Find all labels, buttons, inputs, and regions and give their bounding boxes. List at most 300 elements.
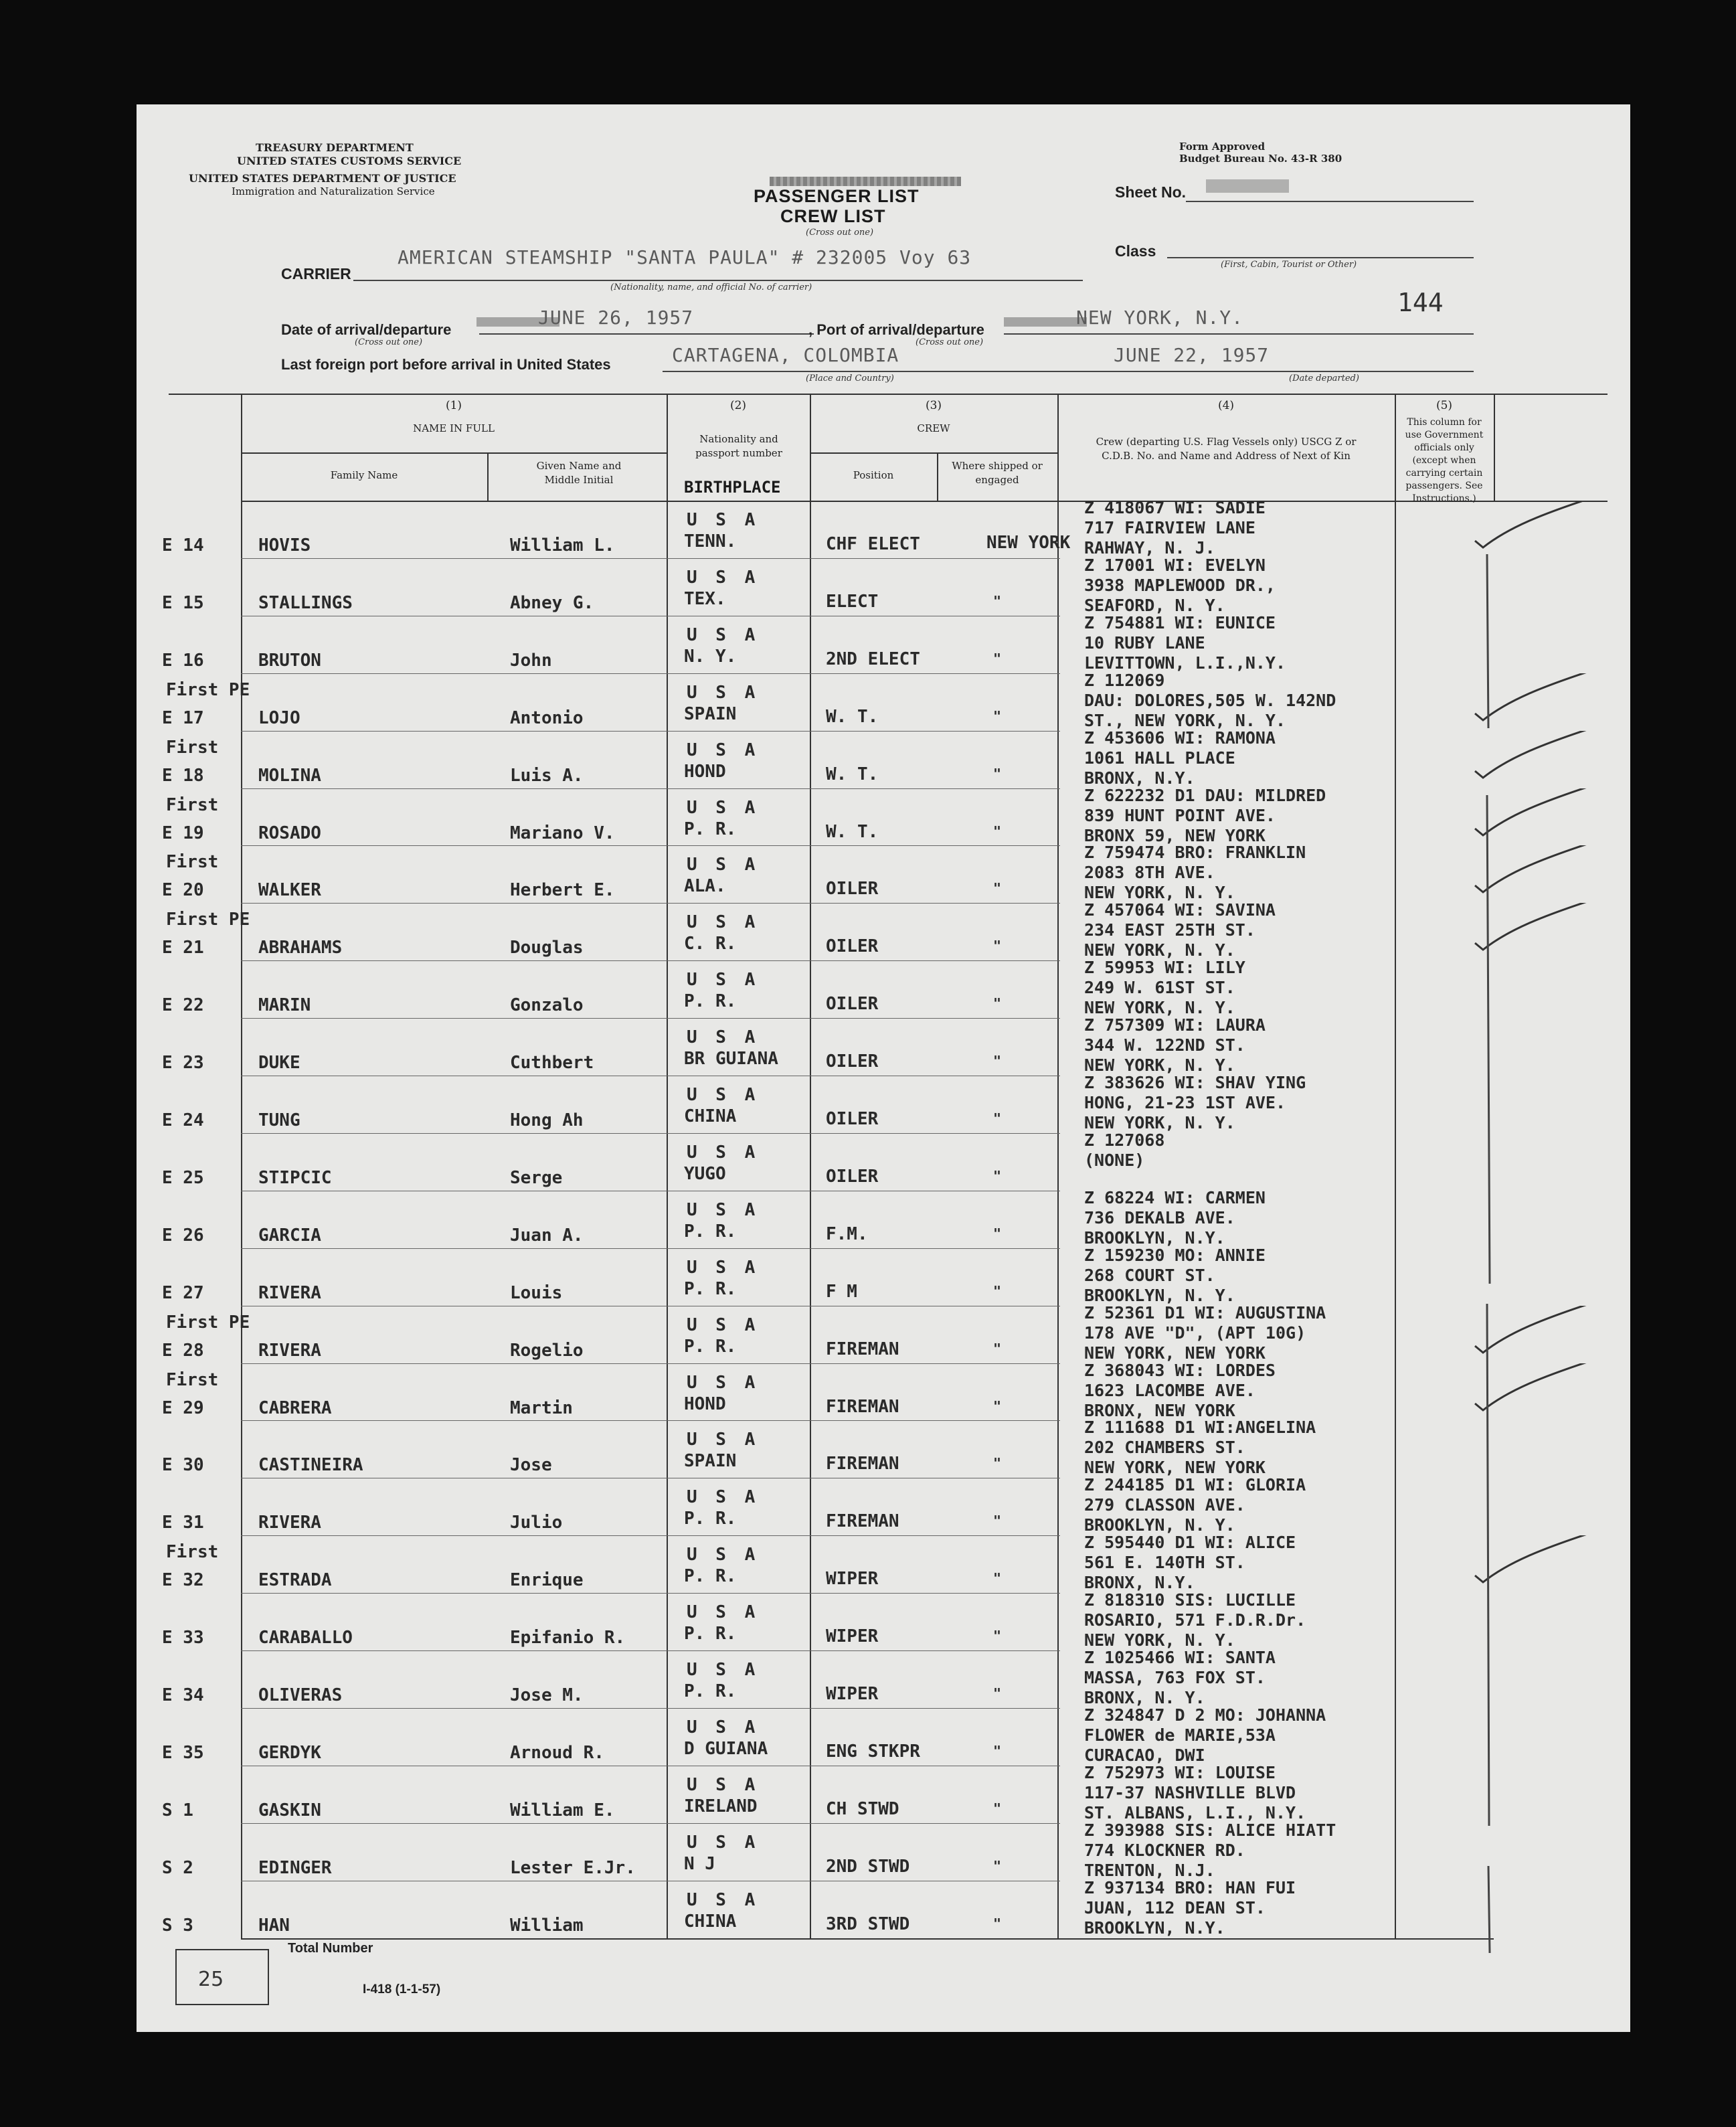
next-of-kin-line-2: 249 W. 61ST ST. xyxy=(1084,978,1235,997)
given-name: Arnoud R. xyxy=(510,1743,604,1763)
birthplace: D GUIANA xyxy=(684,1739,768,1759)
next-of-kin-line-2: 279 CLASSON AVE. xyxy=(1084,1495,1245,1515)
total-label: Total Number xyxy=(288,1941,373,1956)
next-of-kin-line-2: 736 DEKALB AVE. xyxy=(1084,1208,1235,1227)
line-number: E 26 xyxy=(162,1225,204,1246)
line-number: E 23 xyxy=(162,1053,204,1073)
nationality: U S A xyxy=(687,1085,760,1105)
crew-position: WIPER xyxy=(826,1684,879,1704)
crew-position: OILER xyxy=(826,936,879,956)
where-shipped: " xyxy=(993,1628,1002,1644)
birthplace: N. Y. xyxy=(684,647,737,667)
next-of-kin-line-2: ROSARIO, 571 F.D.R.Dr. xyxy=(1084,1610,1306,1630)
line-number: E 27 xyxy=(162,1283,204,1303)
crew-position: OILER xyxy=(826,879,879,899)
line-number: E 14 xyxy=(162,535,204,556)
next-of-kin-line-2: FLOWER de MARIE,53A xyxy=(1084,1725,1276,1745)
next-of-kin-line-3: BRONX, N.Y. xyxy=(1084,1573,1195,1592)
crew-position: OILER xyxy=(826,1109,879,1129)
row-rule xyxy=(241,1018,1060,1019)
date-field-line xyxy=(479,333,814,335)
next-of-kin-line-1: Z 368043 WI: LORDES xyxy=(1084,1361,1276,1380)
given-name: Louis xyxy=(510,1283,563,1303)
birthplace: P. R. xyxy=(684,1509,737,1529)
last-port-field-line xyxy=(663,371,1474,372)
nationality: U S A xyxy=(687,1545,760,1565)
crew-row xyxy=(137,1363,1630,1421)
family-name: MOLINA xyxy=(258,766,321,786)
given-name: Jose M. xyxy=(510,1685,584,1705)
given-name: Antonio xyxy=(510,708,584,728)
class-field-line xyxy=(1167,257,1474,258)
next-of-kin-line-2: MASSA, 763 FOX ST. xyxy=(1084,1668,1266,1687)
first-class-mark: First PE xyxy=(166,680,250,700)
next-of-kin-line-3: BRONX, N.Y. xyxy=(1084,768,1195,788)
crew-row xyxy=(137,613,1630,673)
family-name: MARIN xyxy=(258,995,311,1015)
next-of-kin-line-1: Z 418067 WI: SADIE xyxy=(1084,498,1266,517)
given-name: Rogelio xyxy=(510,1341,584,1361)
next-of-kin-line-3: NEW YORK, N. Y. xyxy=(1084,998,1235,1017)
next-of-kin-line-1: Z 759474 BRO: FRANKLIN xyxy=(1084,843,1306,862)
next-of-kin-line-1: Z 757309 WI: LAURA xyxy=(1084,1015,1266,1035)
birthplace: IRELAND xyxy=(684,1796,758,1816)
row-rule xyxy=(241,1363,1060,1364)
where-shipped: " xyxy=(993,708,1002,724)
nationality: U S A xyxy=(687,970,760,990)
row-rule xyxy=(241,1650,1060,1651)
crew-row xyxy=(137,728,1630,788)
crew-row xyxy=(137,1248,1630,1306)
next-of-kin-line-2: 344 W. 122ND ST. xyxy=(1084,1035,1245,1055)
nationality: U S A xyxy=(687,912,760,932)
given-name: Hong Ah xyxy=(510,1110,584,1130)
next-of-kin-line-3: BRONX, N. Y. xyxy=(1084,1688,1205,1707)
crew-position: 2ND STWD xyxy=(826,1857,910,1877)
next-of-kin-line-1: Z 818310 SIS: LUCILLE xyxy=(1084,1590,1296,1610)
nationality: U S A xyxy=(687,855,760,875)
where-shipped: " xyxy=(993,1225,1002,1242)
crew-position: F.M. xyxy=(826,1224,868,1244)
carrier-label: CARRIER xyxy=(281,265,351,282)
given-name: Jose xyxy=(510,1455,552,1475)
crew-position: CHF ELECT xyxy=(826,534,920,554)
departed-value: JUNE 22, 1957 xyxy=(1114,344,1270,366)
row-rule xyxy=(241,731,1060,732)
carrier-field-line xyxy=(353,280,1083,281)
col-rule-family xyxy=(487,452,489,501)
crew-position: FIREMAN xyxy=(826,1511,899,1531)
next-of-kin-line-3: NEW YORK, N. Y. xyxy=(1084,940,1235,960)
birthplace: HOND xyxy=(684,1394,726,1414)
port-caption: (Cross out one) xyxy=(916,337,984,347)
crew-position: OILER xyxy=(826,1167,879,1187)
birthplace: CHINA xyxy=(684,1911,737,1932)
birthplace: N J xyxy=(684,1854,715,1874)
next-of-kin-line-1: Z 112069 xyxy=(1084,671,1165,690)
sheet-stamp xyxy=(1206,179,1289,193)
crew-position: WIPER xyxy=(826,1569,879,1589)
dept-line-1: TREASURY DEPARTMENT xyxy=(256,141,414,154)
total-value: 25 xyxy=(198,1968,224,1991)
col1-family-header: Family Name xyxy=(330,469,398,481)
nationality: U S A xyxy=(687,568,760,588)
form-approved: Form Approved xyxy=(1179,141,1266,153)
class-caption: (First, Cabin, Tourist or Other) xyxy=(1221,260,1357,270)
col5-title: This column for use Government officials only (except when carrying certain passengers. See Instructions.) xyxy=(1405,417,1484,504)
nationality: U S A xyxy=(687,1142,760,1163)
given-name: Epifanio R. xyxy=(510,1628,626,1648)
crew-row xyxy=(137,1705,1630,1766)
given-name: Martin xyxy=(510,1398,573,1418)
crew-row xyxy=(137,960,1630,1018)
next-of-kin-line-3: BROOKLYN, N. Y. xyxy=(1084,1515,1235,1535)
crew-row xyxy=(137,558,1630,616)
family-name: DUKE xyxy=(258,1053,300,1073)
crew-row xyxy=(137,1878,1630,1938)
next-of-kin-line-2: 202 CHAMBERS ST. xyxy=(1084,1438,1245,1457)
birthplace: P. R. xyxy=(684,991,737,1011)
budget-bureau: Budget Bureau No. 43-R 380 xyxy=(1179,153,1342,165)
line-number: E 24 xyxy=(162,1110,204,1130)
crew-row xyxy=(137,1130,1630,1191)
crew-position: F M xyxy=(826,1282,857,1302)
next-of-kin-line-2: 10 RUBY LANE xyxy=(1084,633,1205,653)
name-subheader-rule xyxy=(241,452,667,454)
family-name: WALKER xyxy=(258,880,321,900)
family-name: ESTRADA xyxy=(258,1570,332,1590)
next-of-kin-line-1: Z 17001 WI: EVELYN xyxy=(1084,556,1266,575)
where-shipped: " xyxy=(993,1283,1002,1299)
col5-number: (5) xyxy=(1436,399,1453,412)
next-of-kin-line-2: JUAN, 112 DEAN ST. xyxy=(1084,1898,1266,1918)
next-of-kin-line-3: LEVITTOWN, L.I.,N.Y. xyxy=(1084,653,1286,673)
where-shipped: " xyxy=(993,1858,1002,1874)
birthplace: C. R. xyxy=(684,934,737,954)
nationality: U S A xyxy=(687,1373,760,1393)
where-shipped: " xyxy=(993,1685,1002,1701)
next-of-kin-line-1: Z 52361 D1 WI: AUGUSTINA xyxy=(1084,1303,1326,1323)
family-name: CASTINEIRA xyxy=(258,1455,363,1475)
nationality: U S A xyxy=(687,1315,760,1335)
next-of-kin-line-2: 1061 HALL PLACE xyxy=(1084,748,1235,768)
crew-row xyxy=(137,1820,1630,1881)
next-of-kin-line-3: BRONX, NEW YORK xyxy=(1084,1401,1235,1420)
line-number: E 30 xyxy=(162,1455,204,1475)
line-number: E 20 xyxy=(162,880,204,900)
port-label: , Port of arrival/departure xyxy=(808,321,984,338)
crew-row xyxy=(137,1303,1630,1363)
next-of-kin-line-1: Z 595440 D1 WI: ALICE xyxy=(1084,1533,1296,1552)
birthplace: TENN. xyxy=(684,531,737,551)
family-name: ROSADO xyxy=(258,823,321,843)
departed-caption: (Date departed) xyxy=(1289,373,1359,384)
line-number: E 18 xyxy=(162,766,204,786)
row-rule xyxy=(241,1708,1060,1709)
crew-row xyxy=(137,1073,1630,1133)
next-of-kin-line-3: BROOKLYN, N.Y. xyxy=(1084,1228,1225,1248)
line-number: E 17 xyxy=(162,708,204,728)
row-rule xyxy=(241,1535,1060,1536)
carrier-caption: (Nationality, name, and official No. of carrier) xyxy=(610,282,812,292)
line-number: E 16 xyxy=(162,651,204,671)
family-name: HOVIS xyxy=(258,535,311,556)
where-shipped: " xyxy=(993,651,1002,667)
next-of-kin-line-2: 774 KLOCKNER RD. xyxy=(1084,1841,1245,1860)
nationality: U S A xyxy=(687,798,760,818)
crew-position: ENG STKPR xyxy=(826,1741,920,1762)
title-passenger-list: PASSENGER LIST xyxy=(754,186,920,206)
next-of-kin-line-1: Z 754881 WI: EUNICE xyxy=(1084,613,1276,632)
nationality: U S A xyxy=(687,683,760,703)
row-rule xyxy=(241,1823,1060,1824)
row-rule xyxy=(241,1420,1060,1421)
next-of-kin-line-1: Z 622232 D1 DAU: MILDRED xyxy=(1084,786,1326,805)
nationality: U S A xyxy=(687,1602,760,1622)
row-rule xyxy=(241,558,1060,559)
where-shipped: " xyxy=(993,1168,1002,1184)
nationality: U S A xyxy=(687,1430,760,1450)
crew-row xyxy=(137,1475,1630,1535)
sheet-label: Sheet No. xyxy=(1115,183,1187,201)
birthplace: TEX. xyxy=(684,589,726,609)
crew-position: FIREMAN xyxy=(826,1397,899,1417)
row-rule xyxy=(241,788,1060,789)
given-name: Luis A. xyxy=(510,766,584,786)
line-number: E 34 xyxy=(162,1685,204,1705)
birthplace: P. R. xyxy=(684,1279,737,1299)
birthplace: P. R. xyxy=(684,1566,737,1586)
next-of-kin-line-3: BROOKLYN, N.Y. xyxy=(1084,1918,1225,1938)
given-name: William L. xyxy=(510,535,615,556)
crew-row xyxy=(137,1590,1630,1650)
first-class-mark: First PE xyxy=(166,1312,250,1333)
family-name: GERDYK xyxy=(258,1743,321,1763)
next-of-kin-line-1: Z 1025466 WI: SANTA xyxy=(1084,1648,1276,1667)
birthplace: HOND xyxy=(684,762,726,782)
birthplace: SPAIN xyxy=(684,704,737,724)
crew-row xyxy=(137,1420,1630,1478)
given-name: Douglas xyxy=(510,938,584,958)
where-shipped: " xyxy=(993,880,1002,896)
next-of-kin-line-2: DAU: DOLORES,505 W. 142ND xyxy=(1084,691,1336,710)
next-of-kin-line-3: CURACAO, DWI xyxy=(1084,1746,1205,1765)
next-of-kin-line-1: Z 159230 MO: ANNIE xyxy=(1084,1246,1266,1265)
nationality: U S A xyxy=(687,1660,760,1680)
crew-position: OILER xyxy=(826,1051,879,1072)
crew-position: FIREMAN xyxy=(826,1339,899,1359)
col3-number: (3) xyxy=(925,399,942,412)
title-cross-out: (Cross out one) xyxy=(806,228,874,238)
next-of-kin-line-3: ST., NEW YORK, N. Y. xyxy=(1084,711,1286,730)
line-number: E 28 xyxy=(162,1341,204,1361)
next-of-kin-line-3: RAHWAY, N. J. xyxy=(1084,538,1215,558)
nationality: U S A xyxy=(687,625,760,645)
date-value: JUNE 26, 1957 xyxy=(538,307,694,329)
where-shipped: " xyxy=(993,1916,1002,1932)
col1-number: (1) xyxy=(445,399,462,412)
given-name: Herbert E. xyxy=(510,880,615,900)
col2-title: Nationality and passport number xyxy=(695,433,782,459)
line-number: S 2 xyxy=(162,1858,193,1878)
class-label: Class xyxy=(1115,242,1156,260)
col1-given-header: Given Name and Middle Initial xyxy=(536,460,622,486)
birthplace: SPAIN xyxy=(684,1451,737,1471)
crew-position: FIREMAN xyxy=(826,1454,899,1474)
last-port-label: Last foreign port before arrival in United States xyxy=(281,356,611,373)
next-of-kin-line-2: 1623 LACOMBE AVE. xyxy=(1084,1381,1255,1400)
nationality: U S A xyxy=(687,1717,760,1737)
birthplace-stamp: BIRTHPLACE xyxy=(684,478,781,497)
crew-position: WIPER xyxy=(826,1626,879,1646)
nationality: U S A xyxy=(687,1775,760,1795)
crew-row xyxy=(137,1188,1630,1248)
line-number: E 19 xyxy=(162,823,204,843)
nationality: U S A xyxy=(687,1258,760,1278)
next-of-kin-line-2: HONG, 21-23 1ST AVE. xyxy=(1084,1093,1286,1112)
given-name: Cuthbert xyxy=(510,1053,594,1073)
col4-title: Crew (departing U.S. Flag Vessels only) USCG Z or C.D.B. No. and Name and Address of Next of Kin xyxy=(1096,436,1357,462)
next-of-kin-line-1: Z 752973 WI: LOUISE xyxy=(1084,1763,1276,1782)
birthplace: P. R. xyxy=(684,819,737,839)
family-name: LOJO xyxy=(258,708,300,728)
col2-number: (2) xyxy=(729,399,747,412)
crew-row xyxy=(137,1535,1630,1593)
crew-position: W. T. xyxy=(826,707,879,727)
next-of-kin-line-3: NEW YORK, N. Y. xyxy=(1084,1113,1235,1132)
nationality: U S A xyxy=(687,1487,760,1507)
line-number: E 35 xyxy=(162,1743,204,1763)
family-name: GASKIN xyxy=(258,1800,321,1820)
nationality: U S A xyxy=(687,1890,760,1910)
given-name: Serge xyxy=(510,1168,563,1188)
crew-list-form xyxy=(137,104,1630,2032)
col3-position-header: Position xyxy=(853,469,894,481)
line-number: E 15 xyxy=(162,593,204,613)
col-rule-right xyxy=(1494,394,1495,501)
crew-row xyxy=(137,673,1630,731)
given-name: John xyxy=(510,651,552,671)
next-of-kin-line-3: BRONX 59, NEW YORK xyxy=(1084,826,1266,845)
first-class-mark: First xyxy=(166,738,219,758)
crew-subheader-rule xyxy=(810,452,1057,454)
where-shipped: " xyxy=(993,1570,1002,1586)
next-of-kin-line-3: NEW YORK, N. Y. xyxy=(1084,1055,1235,1075)
next-of-kin-line-1: Z 937134 BRO: HAN FUI xyxy=(1084,1878,1296,1897)
next-of-kin-line-1: Z 68224 WI: CARMEN xyxy=(1084,1188,1266,1207)
nationality: U S A xyxy=(687,1833,760,1853)
port-value: NEW YORK, N.Y. xyxy=(1076,307,1244,329)
where-shipped: " xyxy=(993,938,1002,954)
crew-position: ELECT xyxy=(826,592,879,612)
next-of-kin-line-1: Z 127068 xyxy=(1084,1130,1165,1150)
crew-row xyxy=(137,1763,1630,1823)
next-of-kin-line-2: 561 E. 140TH ST. xyxy=(1084,1553,1245,1572)
next-of-kin-line-2: 234 EAST 25TH ST. xyxy=(1084,920,1255,940)
where-shipped: NEW YORK xyxy=(986,533,1071,553)
family-name: CABRERA xyxy=(258,1398,332,1418)
first-class-mark: First xyxy=(166,1370,219,1390)
next-of-kin-line-1: Z 393988 SIS: ALICE HIATT xyxy=(1084,1820,1336,1840)
where-shipped: " xyxy=(993,1743,1002,1759)
date-label: Date of arrival/departure xyxy=(281,321,452,338)
checkmark-icon xyxy=(1468,501,1602,558)
family-name: BRUTON xyxy=(258,651,321,671)
family-name: GARCIA xyxy=(258,1225,321,1246)
first-class-mark: First xyxy=(166,795,219,815)
next-of-kin-line-2: 3938 MAPLEWOOD DR., xyxy=(1084,576,1276,595)
birthplace: P. R. xyxy=(684,1681,737,1701)
line-number: E 25 xyxy=(162,1168,204,1188)
next-of-kin-line-3: NEW YORK, NEW YORK xyxy=(1084,1458,1266,1477)
next-of-kin-line-1: Z 244185 D1 WI: GLORIA xyxy=(1084,1475,1306,1495)
crew-position: W. T. xyxy=(826,764,879,784)
row-rule xyxy=(241,845,1060,846)
where-shipped: " xyxy=(993,1455,1002,1471)
carrier-value: AMERICAN STEAMSHIP "SANTA PAULA" # 232005 Voy 63 xyxy=(398,246,972,268)
next-of-kin-line-3: NEW YORK, N. Y. xyxy=(1084,1630,1235,1650)
crew-position: 2ND ELECT xyxy=(826,649,920,669)
next-of-kin-line-3: BROOKLYN, N. Y. xyxy=(1084,1286,1235,1305)
line-number: E 31 xyxy=(162,1513,204,1533)
next-of-kin-line-1: Z 383626 WI: SHAV YING xyxy=(1084,1073,1306,1092)
next-of-kin-line-1: Z 59953 WI: LILY xyxy=(1084,958,1245,977)
given-name: Juan A. xyxy=(510,1225,584,1246)
row-rule xyxy=(241,1593,1060,1594)
dept-line-4: Immigration and Naturalization Service xyxy=(232,185,435,197)
given-name: William E. xyxy=(510,1800,615,1820)
where-shipped: " xyxy=(993,995,1002,1011)
next-of-kin-line-2: 178 AVE "D", (APT 10G) xyxy=(1084,1323,1306,1343)
next-of-kin-line-2: 717 FAIRVIEW LANE xyxy=(1084,518,1255,537)
page-number: 144 xyxy=(1397,288,1444,317)
given-name: Enrique xyxy=(510,1570,584,1590)
first-class-mark: First PE xyxy=(166,910,250,930)
next-of-kin-line-3: ST. ALBANS, L.I., N.Y. xyxy=(1084,1803,1306,1822)
form-number: I-418 (1-1-57) xyxy=(363,1982,441,1996)
where-shipped: " xyxy=(993,1341,1002,1357)
birthplace: CHINA xyxy=(684,1106,737,1126)
family-name: OLIVERAS xyxy=(258,1685,343,1705)
table-top-rule xyxy=(169,394,1608,395)
first-class-mark: First xyxy=(166,1542,219,1562)
family-name: RIVERA xyxy=(258,1283,321,1303)
family-name: STIPCIC xyxy=(258,1168,332,1188)
table-bottom-rule xyxy=(241,1938,1494,1940)
crew-position: OILER xyxy=(826,994,879,1014)
last-port-caption: (Place and Country) xyxy=(806,373,894,384)
crew-row xyxy=(137,498,1630,558)
col3-where-header: Where shipped or engaged xyxy=(952,460,1043,486)
next-of-kin-line-1: Z 453606 WI: RAMONA xyxy=(1084,728,1276,748)
col4-number: (4) xyxy=(1217,399,1235,412)
family-name: RIVERA xyxy=(258,1341,321,1361)
crew-row xyxy=(137,1015,1630,1076)
line-number: E 22 xyxy=(162,995,204,1015)
crew-rows xyxy=(137,498,1630,1938)
family-name: RIVERA xyxy=(258,1513,321,1533)
crew-row xyxy=(137,788,1630,846)
crew-row xyxy=(137,900,1630,960)
date-caption: (Cross out one) xyxy=(355,337,423,347)
given-name: Lester E.Jr. xyxy=(510,1858,636,1878)
row-rule xyxy=(241,1248,1060,1249)
next-of-kin-line-1: Z 111688 D1 WI:ANGELINA xyxy=(1084,1418,1316,1437)
next-of-kin-line-1: Z 324847 D 2 MO: JOHANNA xyxy=(1084,1705,1326,1725)
line-number: E 33 xyxy=(162,1628,204,1648)
sheet-field-line xyxy=(1186,201,1474,202)
family-name: TUNG xyxy=(258,1110,300,1130)
